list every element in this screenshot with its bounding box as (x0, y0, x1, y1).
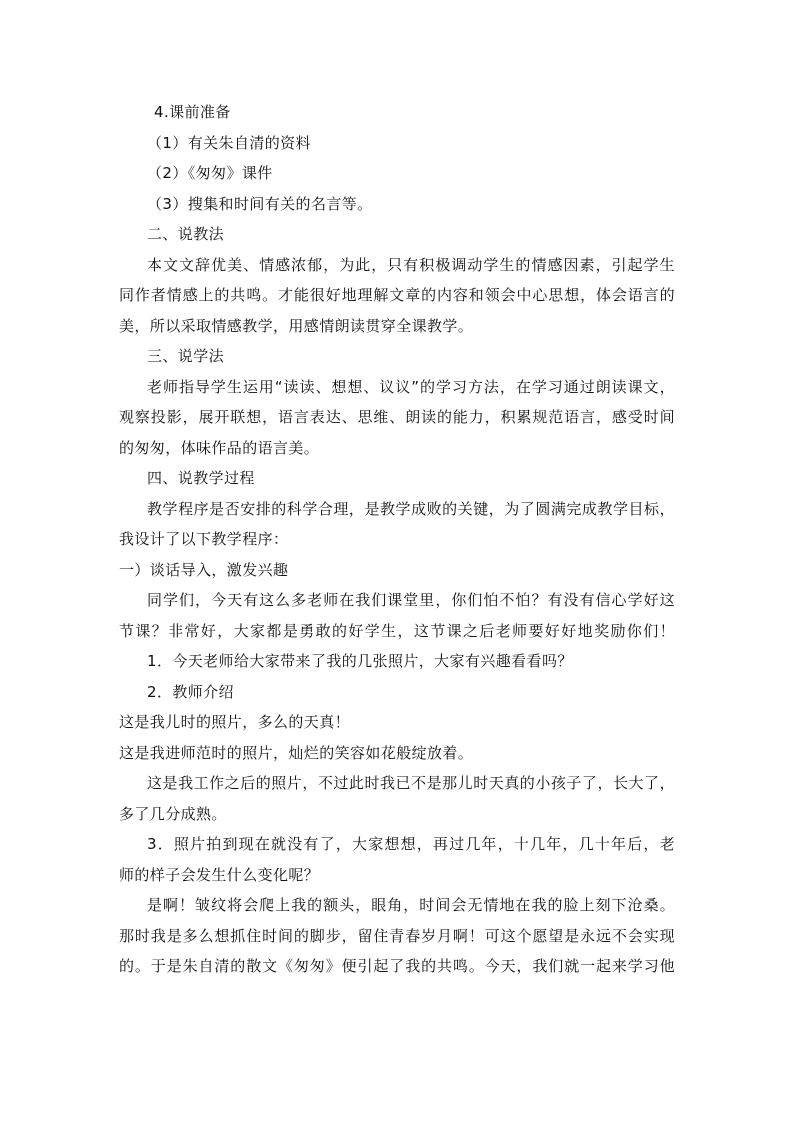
text-line: 师的样子会发生什么变化呢？ (119, 865, 320, 884)
text-line: 的。于是朱自清的散文《匆匆》便引起了我的共鸣。今天，我们就一起来学习他 (119, 957, 675, 975)
text-line: 我设计了以下教学程序： (119, 530, 289, 548)
text-line: 二、说教法 (147, 225, 225, 243)
text-line: （2）《匆匆》课件 (147, 164, 273, 182)
text-line: 观察投影，展开联想，语言表达、思维、朗读的能力，积累规范语言，感受时间 (119, 408, 675, 426)
text-line: 这是我进师范时的照片，灿烂的笑容如花般绽放着。 (119, 743, 474, 762)
text-line: 4.课前准备 (154, 103, 231, 121)
text-line: 这是我工作之后的照片，不过此时我已不是那儿时天真的小孩子了，长大了， (147, 774, 675, 792)
text-line: （3）搜集和时间有关的名言等。 (147, 194, 373, 213)
text-line: 节课？非常好，大家都是勇敢的好学生，这节课之后老师要好好地奖励你们！ (119, 621, 675, 640)
text-line: 美，所以采取情感教学，用感情朗读贯穿全课教学。 (119, 316, 474, 335)
text-line: 教学程序是否安排的科学合理，是教学成败的关键，为了圆满完成教学目标， (147, 499, 675, 518)
text-line: 多了几分成熟。 (119, 804, 227, 823)
text-line: 本文文辞优美、情感浓郁，为此，只有积极调动学生的情感因素，引起学生 (147, 255, 675, 274)
text-line: 同学们，今天有这么多老师在我们课堂里，你们怕不怕？有没有信心学好这 (147, 591, 675, 609)
text-line: 这是我儿时的照片，多么的天真！ (119, 713, 351, 731)
text-line: 1．今天老师给大家带来了我的几张照片，大家有兴趣看看吗？ (147, 652, 573, 670)
text-line: 3．照片拍到现在就没有了，大家想想，再过几年，十几年，几十年后，老 (147, 835, 675, 853)
text-line: （1）有关朱自清的资料 (147, 133, 311, 152)
text-line: 是啊！皱纹将会爬上我的额头，眼角，时间会无情地在我的脸上刻下沧桑。 (147, 896, 675, 914)
text-line: 老师指导学生运用“读读、想想、议议”的学习方法，在学习通过朗读课文， (147, 377, 675, 396)
text-line: 四、说教学过程 (147, 469, 255, 487)
text-line: 那时我是多么想抓住时间的脚步，留住青春岁月啊！可这个愿望是永远不会实现 (119, 926, 675, 945)
text-line: 一）谈话导入，激发兴趣 (119, 560, 289, 579)
text-line: 同作者情感上的共鸣。才能很好地理解文章的内容和领会中心思想，体会语言的 (119, 286, 675, 304)
text-line: 的匆匆，体味作品的语言美。 (119, 438, 320, 457)
text-line: 2．教师介绍 (147, 682, 234, 701)
document-body (119, 97, 675, 982)
text-line: 三、说学法 (147, 347, 225, 365)
